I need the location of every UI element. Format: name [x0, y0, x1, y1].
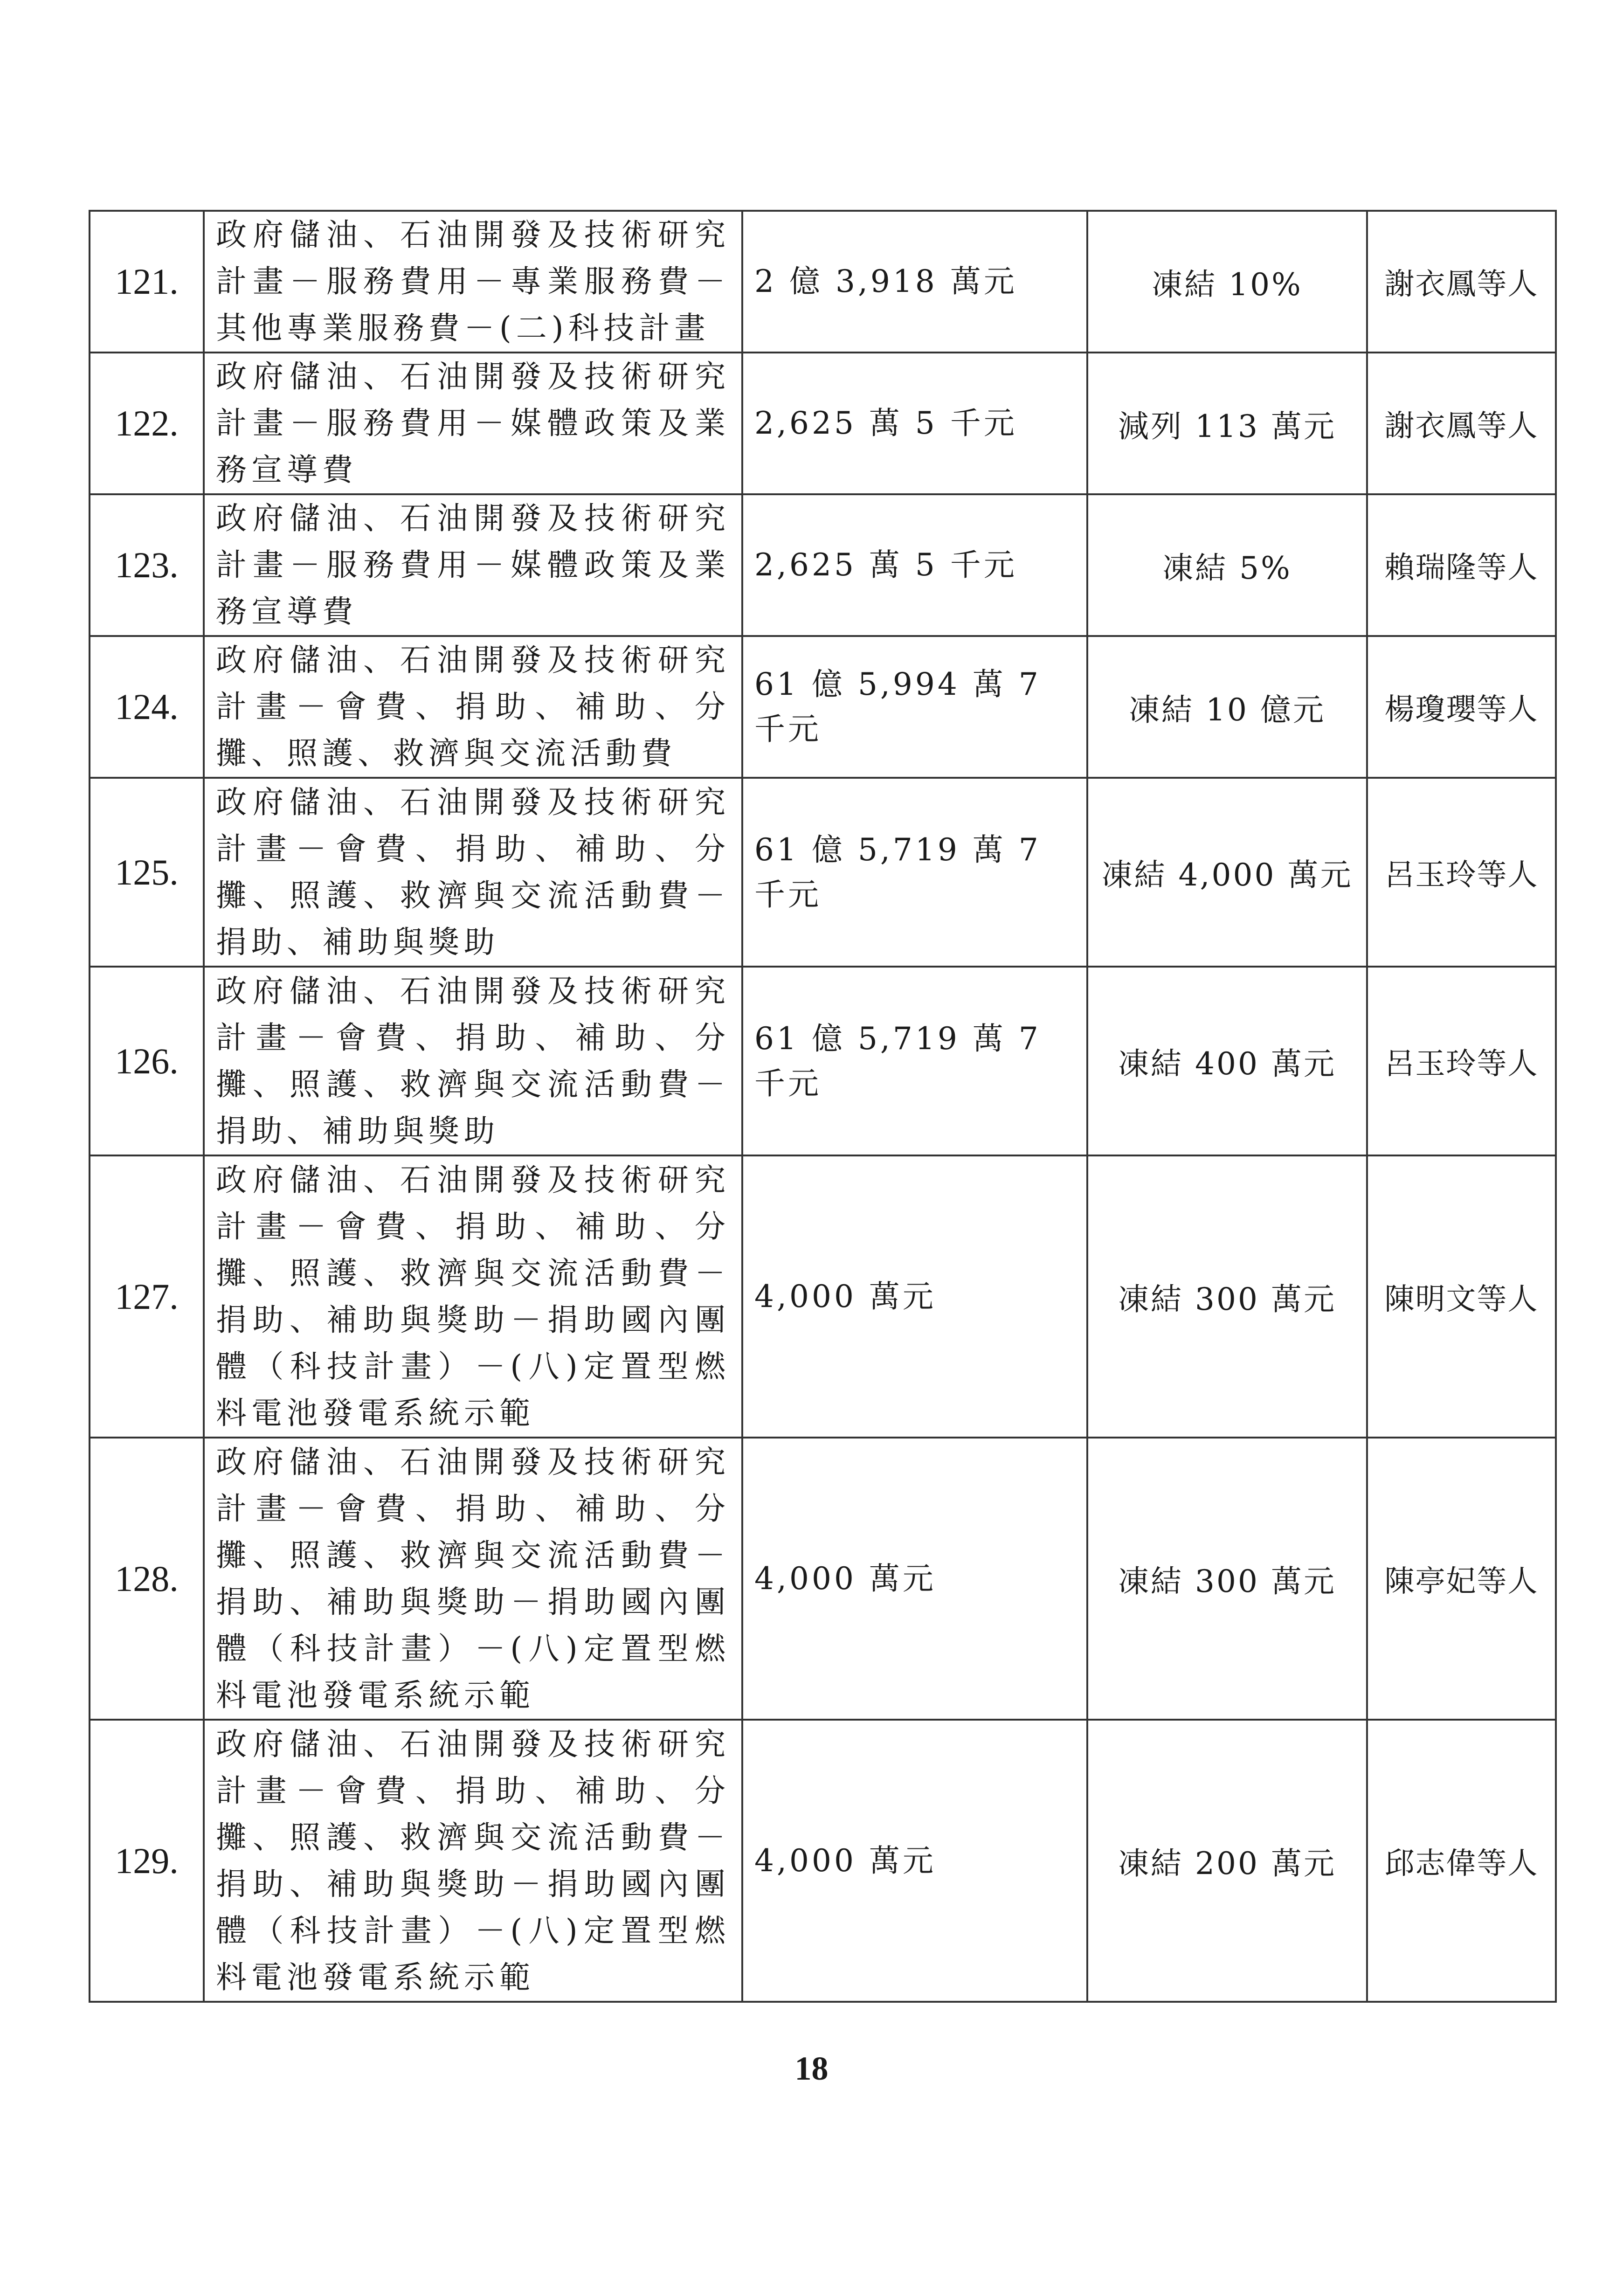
motion-action: 凍結 10 億元 — [1087, 636, 1367, 778]
budget-amount: 61 億 5,719 萬 7 千元 — [742, 778, 1087, 967]
proposer: 陳亭妃等人 — [1367, 1438, 1556, 1720]
table-row — [90, 211, 1556, 353]
budget-motion-table — [89, 210, 1557, 2003]
page-number: 18 — [794, 2050, 829, 2087]
table-row — [90, 1155, 1556, 1438]
table-row — [90, 494, 1556, 636]
row-number: 129. — [90, 1720, 204, 2002]
table-row — [90, 353, 1556, 494]
proposer: 謝衣鳳等人 — [1367, 353, 1556, 494]
motion-action: 凍結 10% — [1087, 211, 1367, 353]
budget-amount: 4,000 萬元 — [742, 1438, 1087, 1720]
budget-item: 政府儲油、石油開發及技術研究計畫－會費、捐助、補助、分攤、照護、救濟與交流活動費－捐助、補助與獎助 — [204, 967, 742, 1155]
row-number: 128. — [90, 1438, 204, 1720]
table-row — [90, 778, 1556, 967]
motion-action: 凍結 300 萬元 — [1087, 1155, 1367, 1438]
motion-action: 凍結 400 萬元 — [1087, 967, 1367, 1155]
table-row — [90, 636, 1556, 778]
budget-amount: 2,625 萬 5 千元 — [742, 494, 1087, 636]
budget-item: 政府儲油、石油開發及技術研究計畫－會費、捐助、補助、分攤、照護、救濟與交流活動費－捐助、補助與獎助－捐助國內團體（科技計畫）－(八)定置型燃料電池發電系統示範 — [204, 1720, 742, 2002]
table-row — [90, 1438, 1556, 1720]
row-number: 127. — [90, 1155, 204, 1438]
proposer: 呂玉玲等人 — [1367, 967, 1556, 1155]
budget-item: 政府儲油、石油開發及技術研究計畫－會費、捐助、補助、分攤、照護、救濟與交流活動費－捐助、補助與獎助－捐助國內團體（科技計畫）－(八)定置型燃料電池發電系統示範 — [204, 1438, 742, 1720]
row-number: 121. — [90, 211, 204, 353]
row-number: 126. — [90, 967, 204, 1155]
budget-item: 政府儲油、石油開發及技術研究計畫－服務費用－媒體政策及業務宣導費 — [204, 353, 742, 494]
table-row — [90, 967, 1556, 1155]
motion-action: 凍結 4,000 萬元 — [1087, 778, 1367, 967]
row-number: 122. — [90, 353, 204, 494]
table-row — [90, 1720, 1556, 2002]
budget-amount: 61 億 5,994 萬 7 千元 — [742, 636, 1087, 778]
proposer: 陳明文等人 — [1367, 1155, 1556, 1438]
budget-item: 政府儲油、石油開發及技術研究計畫－會費、捐助、補助、分攤、照護、救濟與交流活動費－捐助、補助與獎助－捐助國內團體（科技計畫）－(八)定置型燃料電池發電系統示範 — [204, 1155, 742, 1438]
proposer: 謝衣鳳等人 — [1367, 211, 1556, 353]
motion-action: 凍結 200 萬元 — [1087, 1720, 1367, 2002]
motion-action: 減列 113 萬元 — [1087, 353, 1367, 494]
proposer: 賴瑞隆等人 — [1367, 494, 1556, 636]
motion-action: 凍結 300 萬元 — [1087, 1438, 1367, 1720]
proposer: 邱志偉等人 — [1367, 1720, 1556, 2002]
proposer: 呂玉玲等人 — [1367, 778, 1556, 967]
row-number: 123. — [90, 494, 204, 636]
motion-action: 凍結 5% — [1087, 494, 1367, 636]
budget-item: 政府儲油、石油開發及技術研究計畫－會費、捐助、補助、分攤、照護、救濟與交流活動費－捐助、補助與獎助 — [204, 778, 742, 967]
proposer: 楊瓊瓔等人 — [1367, 636, 1556, 778]
row-number: 124. — [90, 636, 204, 778]
row-number: 125. — [90, 778, 204, 967]
budget-amount: 4,000 萬元 — [742, 1720, 1087, 2002]
budget-amount: 4,000 萬元 — [742, 1155, 1087, 1438]
budget-item: 政府儲油、石油開發及技術研究計畫－服務費用－媒體政策及業務宣導費 — [204, 494, 742, 636]
budget-item: 政府儲油、石油開發及技術研究計畫－服務費用－專業服務費－其他專業服務費－(二)科技計畫 — [204, 211, 742, 353]
budget-amount: 2,625 萬 5 千元 — [742, 353, 1087, 494]
budget-amount: 61 億 5,719 萬 7 千元 — [742, 967, 1087, 1155]
budget-item: 政府儲油、石油開發及技術研究計畫－會費、捐助、補助、分攤、照護、救濟與交流活動費 — [204, 636, 742, 778]
budget-amount: 2 億 3,918 萬元 — [742, 211, 1087, 353]
